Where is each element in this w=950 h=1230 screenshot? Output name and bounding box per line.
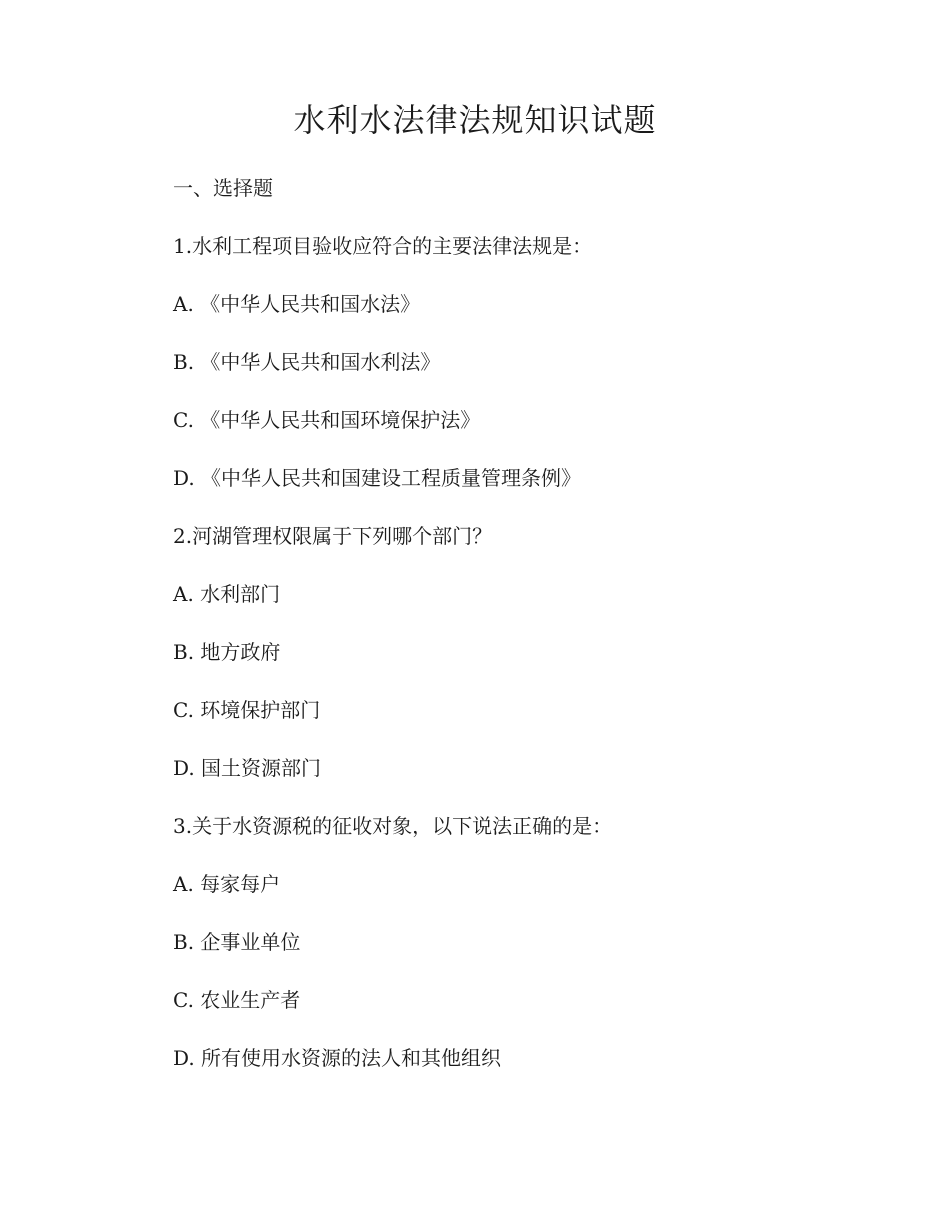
answer-option: A. 每家每户 xyxy=(173,872,281,896)
answer-option: B. 地方政府 xyxy=(173,640,281,664)
answer-option: C. 农业生产者 xyxy=(173,988,301,1012)
question-block xyxy=(173,520,893,810)
answer-option: A. 水利部门 xyxy=(173,582,281,606)
answer-option: C. 《中华人民共和国环境保护法》 xyxy=(173,408,481,432)
document-title: 水利水法律法规知识试题 xyxy=(293,101,657,139)
answer-option: A. 《中华人民共和国水法》 xyxy=(173,292,421,316)
answer-option: B. 《中华人民共和国水利法》 xyxy=(173,350,441,374)
answer-option: D. 国土资源部门 xyxy=(173,756,322,780)
question-block xyxy=(173,810,893,1100)
answer-option: D. 所有使用水资源的法人和其他组织 xyxy=(173,1046,502,1070)
question-text: 2.河湖管理权限属于下列哪个部门？ xyxy=(173,524,493,548)
answer-option: D. 《中华人民共和国建设工程质量管理条例》 xyxy=(173,466,582,490)
answer-option: B. 企事业单位 xyxy=(173,930,301,954)
question-text: 3.关于水资源税的征收对象，以下说法正确的是： xyxy=(173,814,613,838)
question-list xyxy=(173,230,893,1100)
section-heading: 一、选择题 xyxy=(173,176,273,200)
question-block xyxy=(173,230,893,520)
question-text: 1.水利工程项目验收应符合的主要法律法规是： xyxy=(173,234,593,258)
answer-option: C. 环境保护部门 xyxy=(173,698,321,722)
